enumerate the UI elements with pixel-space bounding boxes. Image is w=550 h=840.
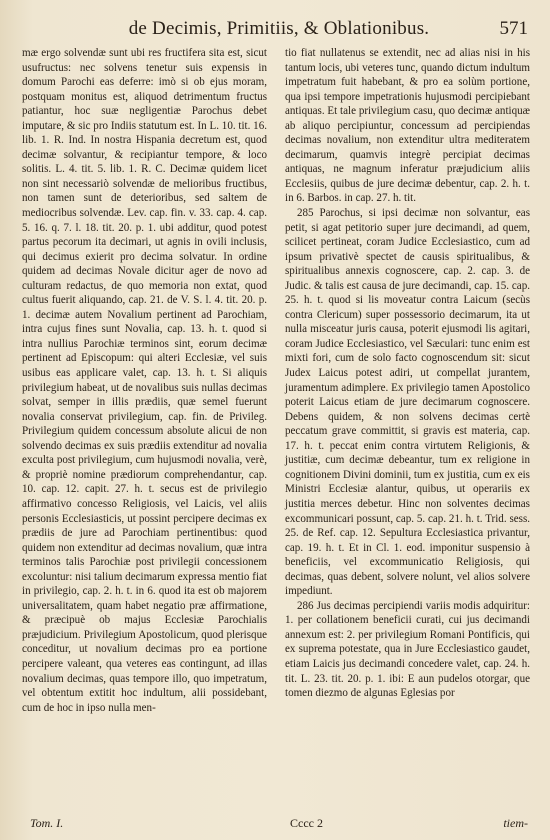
page-number: 571 bbox=[499, 18, 528, 39]
paragraph-continuation: mæ ergo solvendæ sunt ubi res fructifera sita est, sicut usufructus: nec solvens tenetur suis expensis in domum Parochi eas deferre: imò si ob ejus moram, postquam monitus est, aliquod detrimentum fructus patiantur, hoc suæ negligentiæ Parochus debet imputare, & sic pro Indiis statutum est. In L. 10. tit. 16. lib. 1. R. Ind. In nostra Hispania decretum est, quod decimæ solvantur, & recipiantur tempore, & loco solitis. L. 4. tit. 5. lib. 1. R. C. Decimæ quidem licet non sint necessariò solvendæ de melioribus fructibus, non tamen sunt de deterioribus, sed saltem de mediocribus solvendæ. Lev. cap. fin. v. 33. cap. 4. cap. 5. 16. q. 7. l. 18. tit. 20. p. 1. ubi additur, quod potest partus pecorum ita decimari, ut agnis in ovili inclusis, qui decimus exierit pro decima solvatur. In ordine quidem ad decimas Novale dicitur ager de novo ad culturam redactus, de quo memoria non extat, quod cultus fuerit aliquando, cap. 21. de V. S. l. 4. tit. 20. p. 1. decimæ autem Novalium pertinent ad Parochiam, intra cujus fines sunt Novalia, cap. 13. h. t. quod si intra nullius Parochiæ terminos sint, eorum decimæ pertinent ad Episcopum: qui alteri Ecclesiæ, vel suis usibus eas applicare valet, cap. 13. h. t. Si aliquis privilegium habeat, ut de novalibus suis nullas decimas solvat, semper in illis prædiis, quæ semel fuerunt novalia conservat privilegium, cap. fin. de Privileg. Privilegium quidem concessum absolute alicui de non solvendo decimas ex suis prædiis extenditur ad novalia exculta post privilegium, cum hujusmodi novalia, verè, & propriè nomine prædiorum comprehendantur, cap. 10. cap. 12. capit. 27. h. t. secus est de privilegio affirmativo concesso Religiosis, vel Laicis, vel aliis personis Ecclesiasticis, ut possint percipere decimas ex prædiis de jure ad Parochiam pertinentibus: quod quidem non extenditur ad decimas novalium, quæ intra terminos talis Parochiæ post privilegii concessionem excoluntur: nisi talium decimarum expressa mentio fiat in privilegio, cap. 2. h. t. in 6. quod ita est ob majorem universalitatem, quam habet negatio præ affirmatione, & præcipuè ob majus Ecclesiæ Parochialis præjudicium. Privilegium Apostolicum, quod plerisque conceditur, ut novalium decimas pro ea portione percipere valeant, qua veteres eas contingunt, ad illas novalium decimas, quas tempore illo, quo impetratum, vel obtentum extitit hoc indultum, alii possidebant, cum de hoc in ipso nulla men- bbox=[22, 47, 267, 714]
running-head: de Decimis, Primitiis, & Oblationibus. bbox=[128, 18, 430, 39]
paragraph-285: 285 Parochus, si ipsi decimæ non solvantur, eas petit, si agat petitorio super jure decimandi, ad quem, scilicet pertineat, coram Judice Ecclesiastico, cum ad ipsum privativè spectet de causis spiritualibus, & spiritualibus annexis cognoscere, cap. 2. cap. 3. de Judic. & talis est causa de jure decimandi, cap. 15. cap. 25. h. t. quod si lis moveatur contra Laicum (secùs contra Clericum) super possessorio decimarum, ita ut nulla misceatur juris causa, poterit ejusmodi lis agitari, coram Judice Ecclesiastico, vel Sæculari: tunc enim est mixti fori, cum de solo facto cognoscendum sit: sicut Judex Laicus potest adiri, ut compellat jurantem, juramentum adimplere. Ex privilegio tamen Apostolico poterit Laicus etiam de jure decimarum cognoscere. Debens quidem, & non solvens decimas certè peccatum grave committit, si gravis est materia, cap. 17. h. t. peccat enim contra virtutem Religionis, & justitiæ, cum decimæ debeantur, tum ex religione in cognitionem Divini dominii, tum ex justitia, cum ex eis Ministri Ecclesiæ alantur, quibus, ut operariis ex justitia merces debetur. Hinc non solventes decimas excommunicari possunt, cap. 5. cap. 21. h. t. Trid. sess. 25. de Ref. cap. 12. Sepultura Ecclesiastica privantur, cap. 19. h. t. Et in Cl. 1. eod. imponitur suspensio à beneficiis, vel excommunicatio Religiosis, qui decimas, quas debent, solvere nolunt, vel alios solvere impediunt. bbox=[285, 207, 530, 598]
right-column bbox=[285, 46, 530, 701]
volume-label: Tom. I. bbox=[30, 816, 64, 830]
page-header bbox=[30, 18, 528, 44]
left-column bbox=[22, 46, 267, 715]
paragraph-continuation: tio fiat nullatenus se extendit, nec ad alias nisi in his tantum locis, ubi veteres tunc, quando dictum indultum impetratum fuit habebant, & pro ea solùm portione, qua ipsi tempore impetrationis hujusmodi percipiebant antiquas. Et tale privilegium casu, quo decimæ antiquæ ab aliquo percipiuntur, concessum ad percipiendas decimas novalium, non extenditur ultra mediteratem decimarum, quamvis integrè percipiat decimas antiquas, ne magnum inferatur præjudicium aliis Ecclesiis, quibus de jure decimæ debentur, cap. 2. h. t. in 6. Barbos. in cap. 27. h. tit. bbox=[285, 47, 530, 205]
signature-mark: Cccc 2 bbox=[290, 816, 323, 830]
catchword: tiem- bbox=[503, 816, 528, 830]
paragraph-286: 286 Jus decimas percipiendi variis modis adquiritur: 1. per collationem beneficii curati, cui jus decimandi annexum est: 2. per privilegium Romani Pontificis, qui ex suprema potestate, qua in Jure Ecclesiastico gaudet, etiam Laicis jus decimandi concedere valet, cap. 24. h. tit. L. 23. tit. 20. p. 1. ibi: E aun pudelos otorgar, que tomen diezmo de algunas Eglesias por bbox=[285, 599, 530, 700]
page-footer bbox=[30, 816, 528, 834]
